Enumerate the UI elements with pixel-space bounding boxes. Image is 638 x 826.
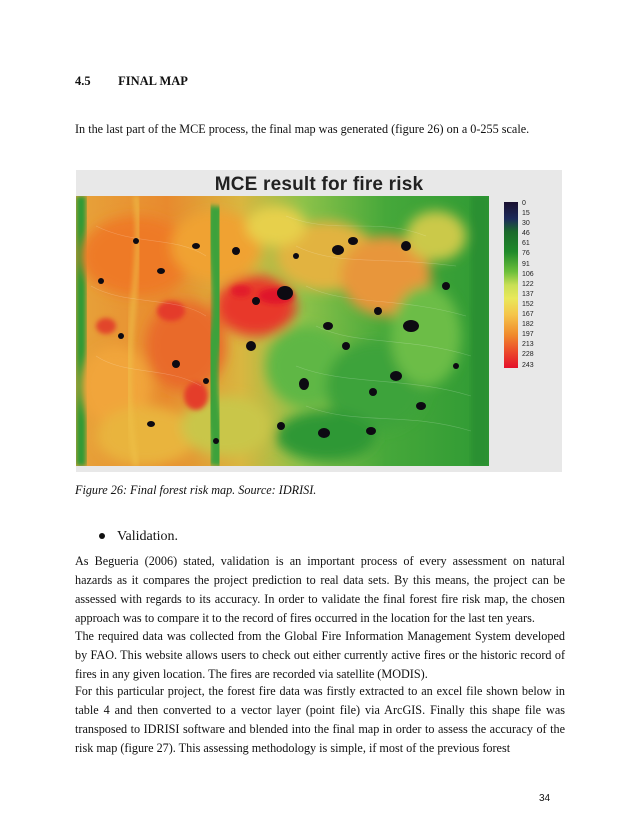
section-number: 4.5 [75, 74, 91, 88]
page-number: 34 [539, 793, 551, 804]
legend-label: 197 [522, 331, 534, 339]
legend-label: 76 [522, 250, 530, 258]
mce-risk-figure [76, 170, 562, 472]
paragraph: For this particular project, the forest fire data was firstly extracted to an excel file shown below in table 4 and then converted to a vector layer (point file) via ArcGIS. Finally this shape file was transposed to IDRISI software and blended into the final map in order to assess the accuracy of the risk map (figure 27). This assessing methodology is simple, if most of the previous forest [75, 684, 565, 755]
legend-color-bar [504, 202, 518, 368]
section-title: FINAL MAP [118, 74, 188, 88]
legend-label: 213 [522, 341, 534, 349]
paragraph: As Begueria (2006) stated, validation is an important process of every assessment on natural hazards as it compares the project prediction to real data sets. By this means, the project can be assessed with regards to its accuracy. In order to validate the final forest fire risk map, the chosen approach was to compare it to the record of fires occurred in the location for the last ten years. [75, 554, 565, 625]
legend-label: 152 [522, 300, 534, 308]
legend-label: 30 [522, 220, 530, 228]
legend-label: 61 [522, 240, 530, 248]
section-heading [75, 74, 188, 89]
figure-caption: Figure 26: Final forest risk map. Source: IDRISI. [75, 483, 317, 497]
legend-label: 106 [522, 270, 534, 278]
fire-risk-map [76, 196, 489, 466]
legend-label: 122 [522, 280, 534, 288]
bullet-text: Validation. [117, 529, 179, 544]
figure-title: MCE result for fire risk [214, 174, 424, 195]
legend-label: 228 [522, 351, 534, 359]
legend-label: 15 [522, 210, 530, 218]
legend-label: 137 [522, 290, 534, 298]
legend-label: 182 [522, 321, 534, 329]
legend-label: 46 [522, 230, 530, 238]
legend-label: 167 [522, 311, 534, 319]
validation-bullet [99, 529, 178, 545]
intro-paragraph: In the last part of the MCE process, the final map was generated (figure 26) on a 0-255 scale. [75, 122, 530, 136]
legend-label: 91 [522, 260, 530, 268]
paragraph: The required data was collected from the Global Fire Information Management System developed by FAO. This website allows users to check out either currently active fires or the historic record of fires in any given location. The fires are recorded via satellite (MODIS). [75, 629, 565, 681]
legend-label: 243 [522, 361, 534, 369]
legend-label: 0 [522, 200, 526, 207]
legend-labels [522, 199, 534, 371]
bullet-dot-icon [99, 533, 105, 539]
